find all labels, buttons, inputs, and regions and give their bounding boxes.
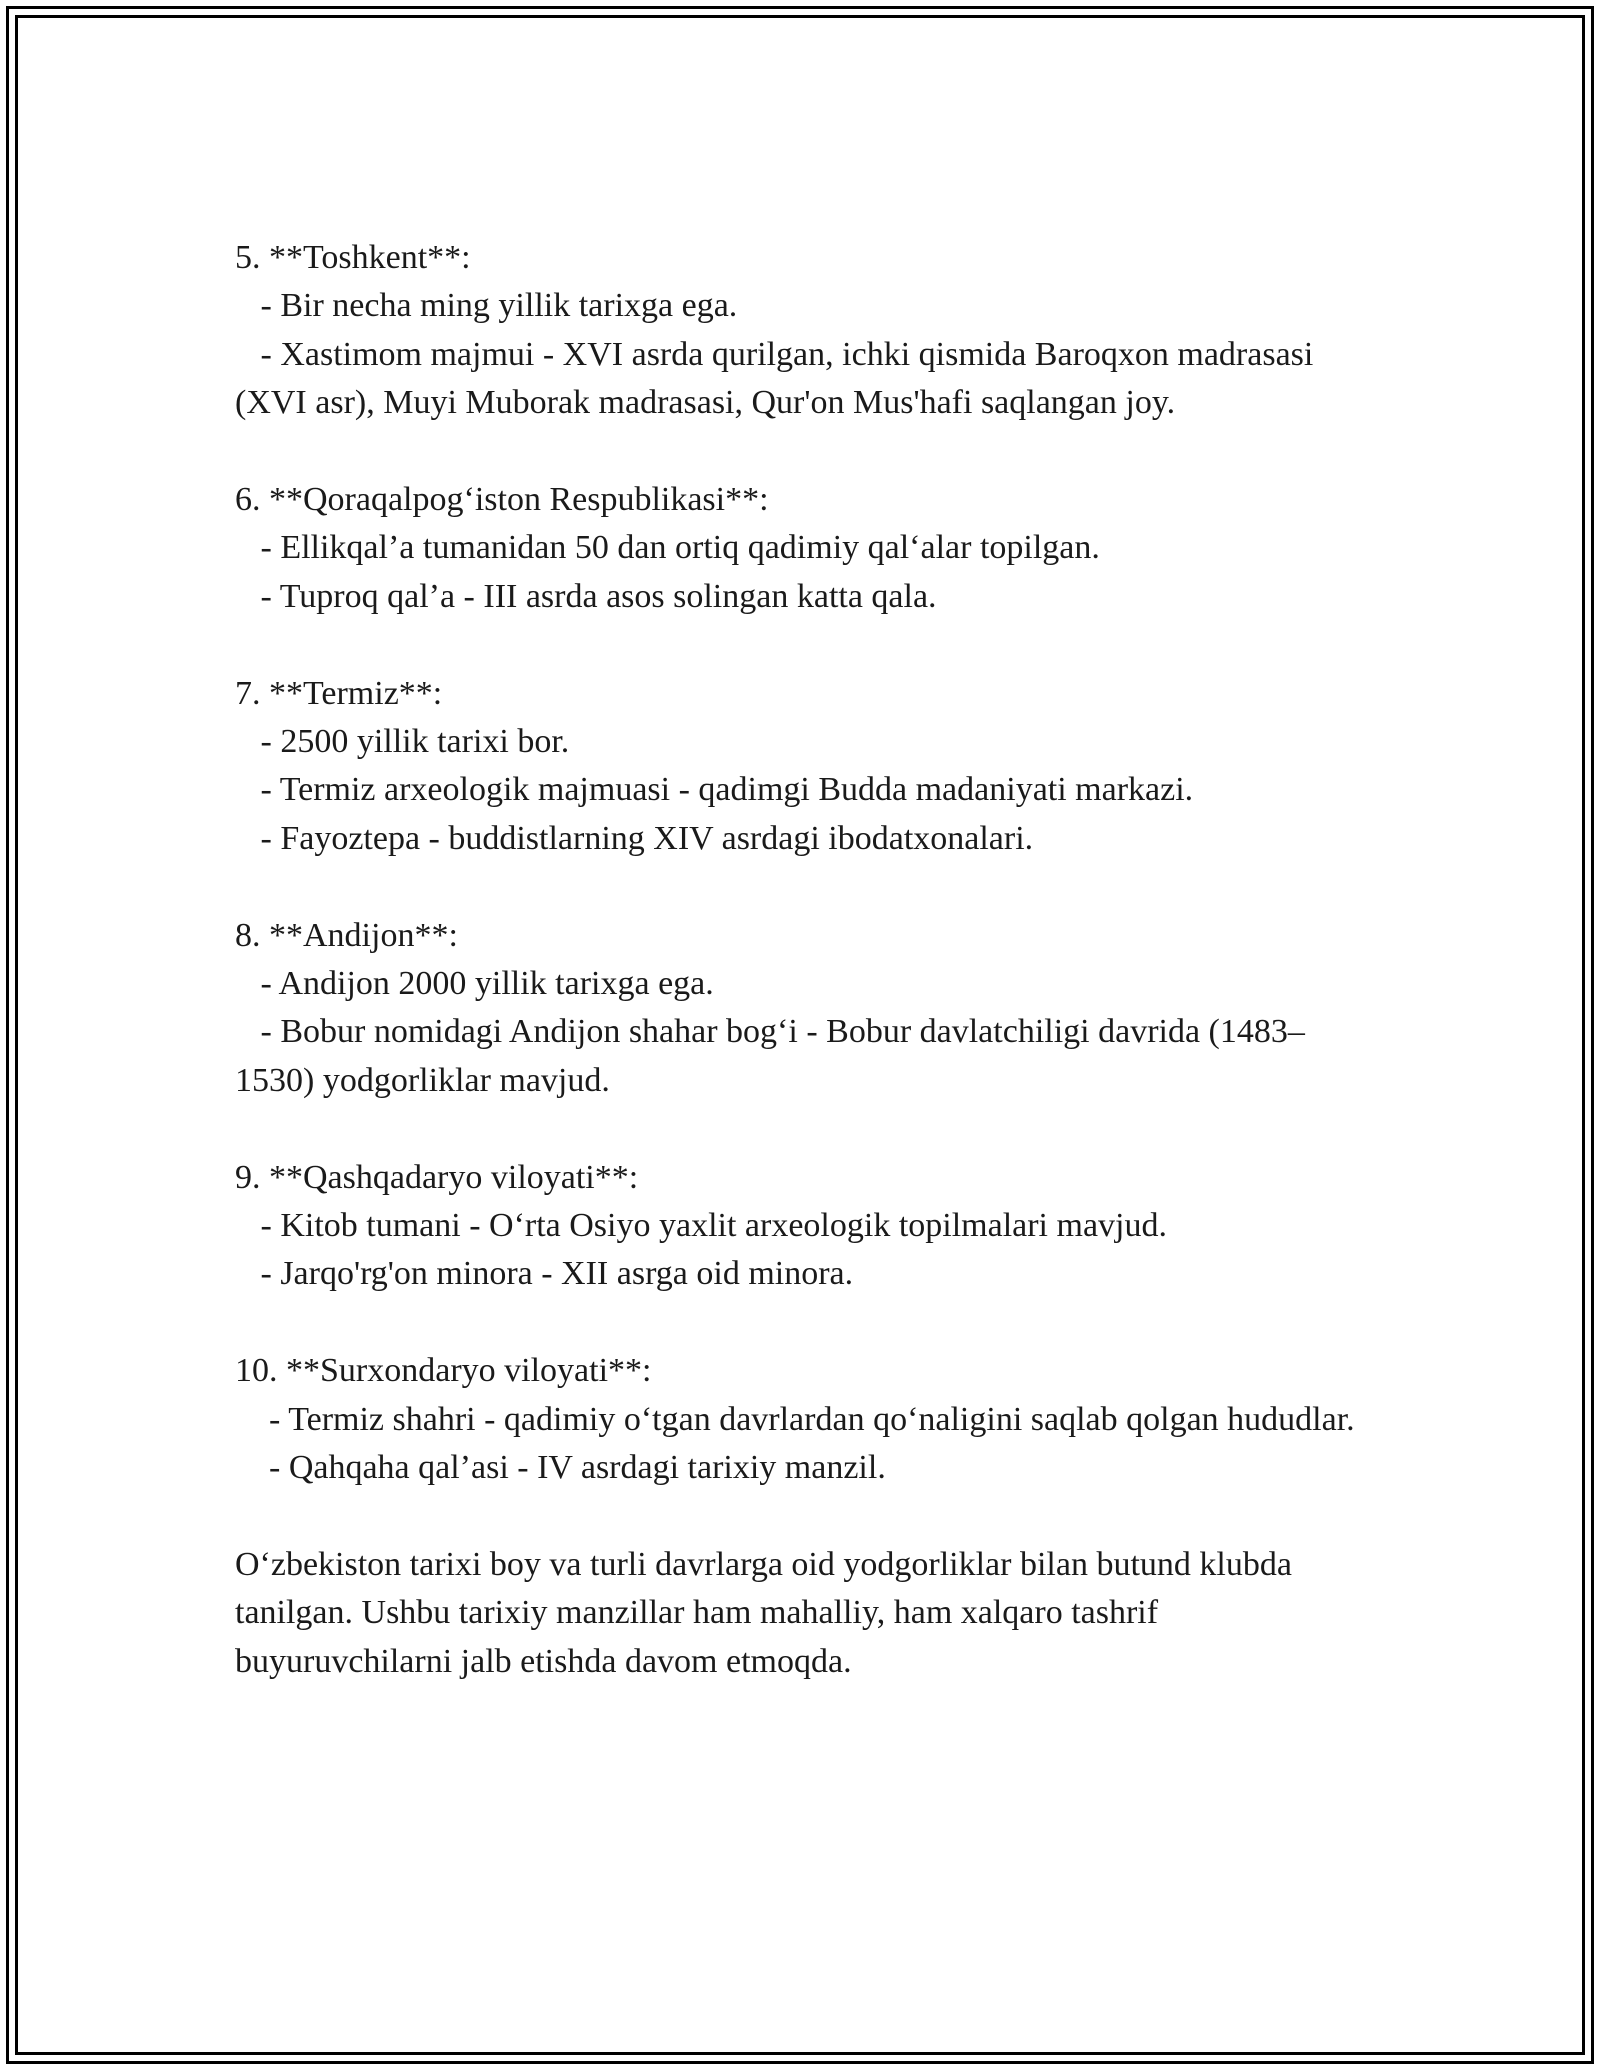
section-heading: 5. **Toshkent**: — [235, 239, 471, 276]
list-item: - Kitob tumani - O‘rta Osiyo yaxlit arxeologik topilmalari mavjud. — [235, 1207, 1167, 1245]
list-item: - Qahqaha qal’asi - IV asrdagi tarixiy manzil. — [235, 1449, 886, 1487]
paragraph-gap — [235, 1492, 1365, 1540]
section-heading: 8. **Andijon**: — [235, 916, 458, 954]
list-item: - Fayoztepa - buddistlarning XIV asrdagi ibodatxonalari. — [235, 819, 1034, 857]
list-item: - Xastimom majmui - XVI asrda qurilgan, ichki qismida Baroqxon madrasasi (XVI asr), Muyi Muborak madrasasi, Qur'on Mus'hafi saqlangan joy. — [235, 335, 1322, 422]
conclusion-paragraph: O‘zbekiston tarixi boy va turli davrlarga oid yodgorliklar bilan butund klubda tanilgan. Ushbu tarixiy manzillar ham mahalliy, ham xalqaro tashrif buyuruvchilarni jalb etishda davom etmoqda. — [235, 1545, 1301, 1680]
list-item: - Termiz shahri - qadimiy o‘tgan davrlardan qo‘naligini saqlab qolgan hududlar. — [235, 1400, 1355, 1438]
section-heading: 7. **Termiz**: — [235, 674, 443, 712]
section-termiz — [235, 670, 1365, 864]
list-item: - Termiz arxeologik majmuasi - qadimgi Budda madaniyati markazi. — [235, 771, 1194, 809]
section-andijon — [235, 912, 1365, 1106]
paragraph-gap — [235, 1299, 1365, 1347]
list-item: - Andijon 2000 yillik tarixga ega. — [235, 965, 714, 1003]
list-item: - Bobur nomidagi Andijon shahar bog‘i - Bobur davlatchiligi davrida (1483–1530) yodgorliklar mavjud. — [235, 1013, 1305, 1099]
paragraph-gap — [235, 428, 1365, 476]
section-qoraqalpogiston — [235, 476, 1365, 621]
section-surxondaryo — [235, 1347, 1365, 1492]
section-heading: 6. **Qoraqalpog‘iston Respublikasi**: — [235, 481, 769, 519]
paragraph-gap — [235, 621, 1365, 669]
list-item: - Ellikqal’a tumanidan 50 dan ortiq qadimiy qal‘alar topilgan. — [235, 529, 1100, 567]
list-item: - 2500 yillik tarixi bor. — [235, 723, 570, 761]
paragraph-gap — [235, 1105, 1365, 1153]
list-item: - Jarqo'rg'on minora - XII asrga oid minora. — [235, 1255, 854, 1293]
section-toshkent — [235, 234, 1365, 428]
section-heading: 9. **Qashqadaryo viloyati**: — [235, 1158, 639, 1196]
list-item: - Bir necha ming yillik tarixga ega. — [235, 287, 738, 325]
section-qashqadaryo — [235, 1154, 1365, 1299]
paragraph-gap — [235, 863, 1365, 911]
section-heading: 10. **Surxondaryo viloyati**: — [235, 1352, 652, 1390]
document-body — [235, 234, 1365, 1686]
list-item: - Tuproq qal’a - III asrda asos solingan katta qala. — [235, 577, 937, 615]
